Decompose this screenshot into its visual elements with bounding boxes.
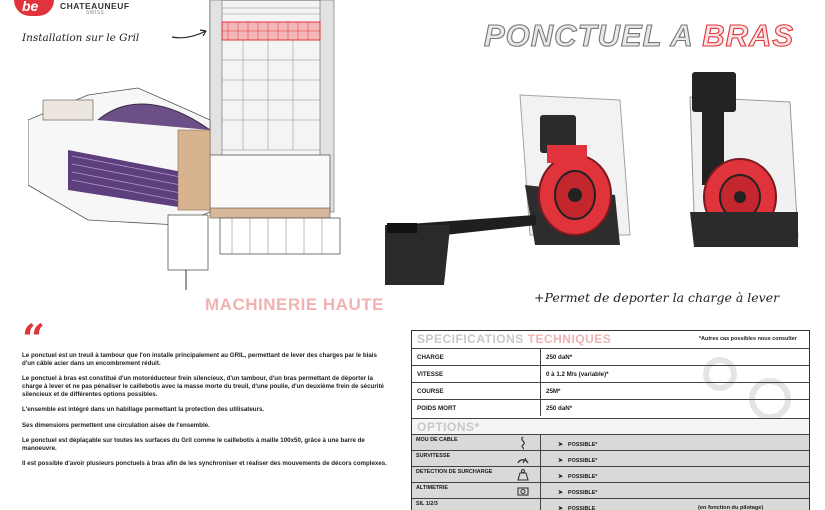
title-part2: BRAS (702, 18, 795, 53)
spec-row: POIDS MORT 250 daN* (412, 399, 809, 416)
machinerie-label: MACHINERIE HAUTE (205, 295, 384, 314)
option-row: SURVITESSE ➤ POSSIBLE* (412, 450, 809, 466)
paragraph: Le ponctuel à bras est constitué d'un motoréducteur frein silencieux, d'un tambour, d'un bras permettant de déporter la charge à lever et ne pas pénaliser le caillebotis avec la masse morte du treuil, d'une poulie, d'un deuxième frein de sécurité silencieux et de différentes options possibles. (22, 375, 384, 399)
theatre-cutaway-illustration (28, 0, 383, 290)
spec-row: CHARGE 250 daN* (412, 348, 809, 365)
paragraph: Il est possible d'avoir plusieurs ponctuels à bras afin de les synchroniser et réaliser des mouvements de décors complexes. (22, 459, 387, 467)
weight-icon (516, 468, 530, 482)
logo-text: be (22, 0, 39, 14)
paragraph: Ses dimensions permettent une circulation aisée de l'ensemble. (22, 421, 210, 429)
title-part1: PONCTUEL A (484, 18, 703, 53)
option-row: MOU DE CABLE ➤ POSSIBLE* (412, 434, 809, 450)
install-label: Installation sur le Gril (22, 32, 140, 44)
speedometer-icon (516, 452, 530, 466)
spec-title: SPECIFICATIONS TECHNIQUES (417, 332, 612, 346)
ponctuel-compact-illustration (680, 72, 820, 252)
spec-table (411, 330, 810, 510)
cable-icon (516, 436, 530, 450)
option-row: SIL 1/2/3 ➤ POSSIBLE (en fonction du pilotage) (412, 498, 809, 510)
paragraph: Le ponctuel est déplaçable sur toutes les surfaces du Gril comme le caillebotis à maille 100x50, grâce à une barre de manoeuvre. (22, 436, 365, 452)
brand-sub: SWISS (86, 10, 105, 16)
spec-row: VITESSE 0 à 1.2 M/s (variable)* (412, 365, 809, 382)
sensor-icon (516, 484, 530, 498)
spec-note: *Autres cas possibles nous consulter (698, 336, 797, 342)
option-row: DETECTION DE SURCHARGE ➤ POSSIBLE* (412, 466, 809, 482)
brand-name: CHATEAUNEUF (60, 1, 130, 11)
options-header: OPTIONS* (412, 418, 809, 434)
paragraph: Le ponctuel est un treuil à tambour que l'on installe principalement au GRIL, permettant de lever des charges par le biais d'un câble acier dans un encombrement réduit. (22, 352, 377, 368)
feature-caption: +Permet de deporter la charge à lever (534, 290, 780, 305)
ponctuel-arm-extended-illustration (385, 85, 645, 300)
spec-header (412, 331, 809, 348)
paragraph: L'ensemble est intégré dans un habillage permettant la protection des utilisateurs. (22, 406, 265, 414)
quote-icon: “ (22, 316, 46, 363)
spec-row: COURSE 25M* (412, 382, 809, 399)
description-text (22, 352, 387, 475)
option-row: ALTIMETRIE ➤ POSSIBLE* (412, 482, 809, 498)
page-title (484, 18, 794, 54)
